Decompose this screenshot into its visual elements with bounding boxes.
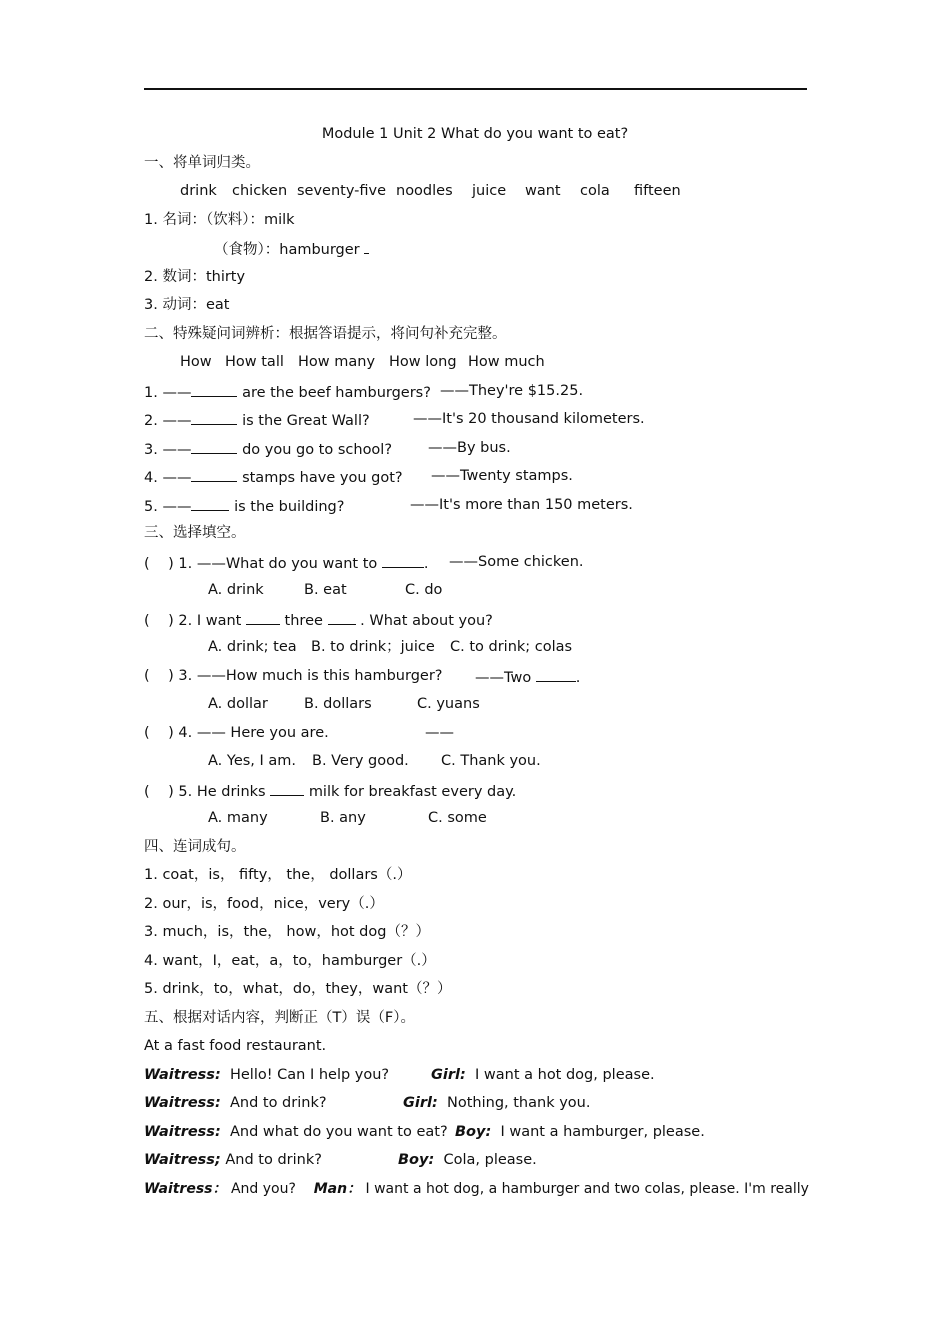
option-b[interactable]: B. eat (304, 582, 347, 598)
word-bank-item: How long (389, 354, 457, 370)
option-c[interactable]: C. to drink; colas (450, 639, 573, 655)
option-a[interactable]: A. Yes, I am. (208, 753, 297, 769)
answer-paren[interactable]: ( ) (144, 556, 174, 572)
answer-2-4: ——Twenty stamps. (431, 468, 573, 484)
mc-question-2: ( ) 2. I want three . What about you? (144, 610, 493, 630)
answer-paren[interactable]: ( ) (144, 725, 174, 741)
answer-blank[interactable] (191, 439, 237, 454)
word-bank-item: How tall (225, 354, 284, 370)
option-b[interactable]: B. any (320, 810, 366, 826)
answer-2-5: ——It's more than 150 meters. (410, 497, 633, 513)
word-bank-item: How much (468, 354, 545, 370)
word-bank-item: How (180, 354, 212, 370)
word-bank-item: noodles (396, 183, 453, 199)
speaker-label: Boy: (398, 1152, 435, 1168)
question-2-5: 5. —— is the building? (144, 496, 344, 516)
word-bank-item: fifteen (634, 183, 681, 199)
speaker-label: Waitress： (144, 1181, 227, 1197)
speaker-label: Man： (313, 1181, 362, 1197)
speaker-label: Waitress; (144, 1152, 221, 1168)
option-b[interactable]: B. to drink；juice (311, 639, 435, 655)
dialog-reply: Boy: I want a hamburger, please. (455, 1124, 705, 1140)
header-rule (144, 88, 807, 90)
dialog-line: Waitress： And you? Man： I want a hot dog, a hamburger and two colas, please. I'm really (144, 1181, 809, 1197)
question-2-4: 4. —— stamps have you got? (144, 467, 403, 487)
question-2-3: 3. —— do you go to school? (144, 439, 392, 459)
answer-blank[interactable] (328, 610, 356, 625)
answer-paren[interactable]: ( ) (144, 613, 174, 629)
speaker-label: Boy: (455, 1124, 492, 1140)
mc-answer-1: ——Some chicken. (449, 554, 584, 570)
answer-blank[interactable] (191, 382, 237, 397)
speaker-label: Girl: (431, 1067, 466, 1083)
dialog-line: Waitress; And to drink? (144, 1152, 322, 1168)
dialog-reply: Boy: Cola, please. (398, 1152, 537, 1168)
dialog-line: Waitress: And what do you want to eat? (144, 1124, 448, 1140)
speaker-label: Waitress: (144, 1095, 221, 1111)
option-b[interactable]: B. dollars (304, 696, 372, 712)
speaker-label: Waitress: (144, 1067, 221, 1083)
answer-blank[interactable] (270, 781, 304, 796)
mc-question-1: ( ) 1. ——What do you want to . (144, 553, 428, 573)
dialog-line: Waitress: And to drink? (144, 1095, 327, 1111)
verb-line: 3. 动词：eat (144, 297, 230, 313)
option-c[interactable]: C. yuans (417, 696, 480, 712)
option-a[interactable]: A. many (208, 810, 268, 826)
answer-blank[interactable] (191, 467, 237, 482)
answer-blank[interactable] (246, 610, 280, 625)
answer-blank[interactable] (191, 410, 237, 425)
speaker-label: Waitress: (144, 1124, 221, 1140)
numeral-line: 2. 数词：thirty (144, 269, 246, 285)
sentence-item: 2. our，is，food，nice，very（.） (144, 896, 384, 912)
mc-question-4: ( ) 4. —— Here you are. (144, 725, 329, 741)
answer-paren[interactable]: ( ) (144, 784, 174, 800)
speaker-label: Girl: (403, 1095, 438, 1111)
word-bank-item: seventy-five (297, 183, 387, 199)
answer-2-2: ——It's 20 thousand kilometers. (413, 411, 645, 427)
question-2-1: 1. —— are the beef hamburgers? (144, 382, 431, 402)
page-title: Module 1 Unit 2 What do you want to eat? (321, 126, 629, 142)
noun-food-line: （食物）：hamburger (214, 239, 369, 259)
dialog-reply: Girl: I want a hot dog, please. (431, 1067, 655, 1083)
section-5-heading: 五、根据对话内容，判断正（T）误（F）。 (144, 1010, 415, 1026)
section-3-heading: 三、选择填空。 (144, 525, 246, 541)
dialog-line: Waitress: Hello! Can I help you? (144, 1067, 390, 1083)
sentence-item: 4. want，I，eat，a，to，hamburger（.） (144, 953, 436, 969)
answer-paren[interactable]: ( ) (144, 668, 174, 684)
sentence-item: 3. much，is，the， how，hot dog（？） (144, 924, 430, 940)
option-a[interactable]: A. drink (208, 582, 264, 598)
mc-answer-3: ——Two . (475, 667, 580, 687)
question-2-2: 2. —— is the Great Wall? (144, 410, 370, 430)
word-bank-item: How many (298, 354, 376, 370)
dialog-reply: Girl: Nothing, thank you. (403, 1095, 591, 1111)
section-1-heading: 一、将单词归类。 (144, 155, 260, 171)
word-bank-item: drink (180, 183, 217, 199)
section-2-heading: 二、特殊疑问词辨析：根据答语提示，将问句补充完整。 (144, 326, 507, 342)
option-b[interactable]: B. Very good. (312, 753, 409, 769)
word-bank-item: chicken (232, 183, 288, 199)
answer-2-1: ——They're $15.25. (440, 383, 584, 399)
answer-blank[interactable] (364, 239, 369, 254)
option-c[interactable]: C. Thank you. (441, 753, 541, 769)
answer-2-3: ——By bus. (428, 440, 511, 456)
option-a[interactable]: A. drink; tea (208, 639, 297, 655)
mc-answer-4: —— (425, 725, 454, 741)
option-c[interactable]: C. some (428, 810, 487, 826)
sentence-item: 5. drink，to，what，do，they，want（？） (144, 981, 452, 997)
mc-question-5: ( ) 5. He drinks milk for breakfast every day. (144, 781, 516, 801)
answer-blank[interactable] (536, 667, 576, 682)
word-bank-item: want (525, 183, 561, 199)
dialog-intro: At a fast food restaurant. (144, 1038, 327, 1054)
mc-question-3: ( ) 3. ——How much is this hamburger? (144, 668, 443, 684)
answer-blank[interactable] (382, 553, 424, 568)
sentence-item: 1. coat，is， fifty， the， dollars（.） (144, 867, 412, 883)
noun-drinks-line: 1. 名词：（饮料）：milk (144, 212, 295, 228)
option-a[interactable]: A. dollar (208, 696, 268, 712)
option-c[interactable]: C. do (405, 582, 443, 598)
word-bank-item: cola (580, 183, 610, 199)
answer-blank[interactable] (191, 496, 229, 511)
section-4-heading: 四、连词成句。 (144, 839, 246, 855)
word-bank-item: juice (472, 183, 507, 199)
